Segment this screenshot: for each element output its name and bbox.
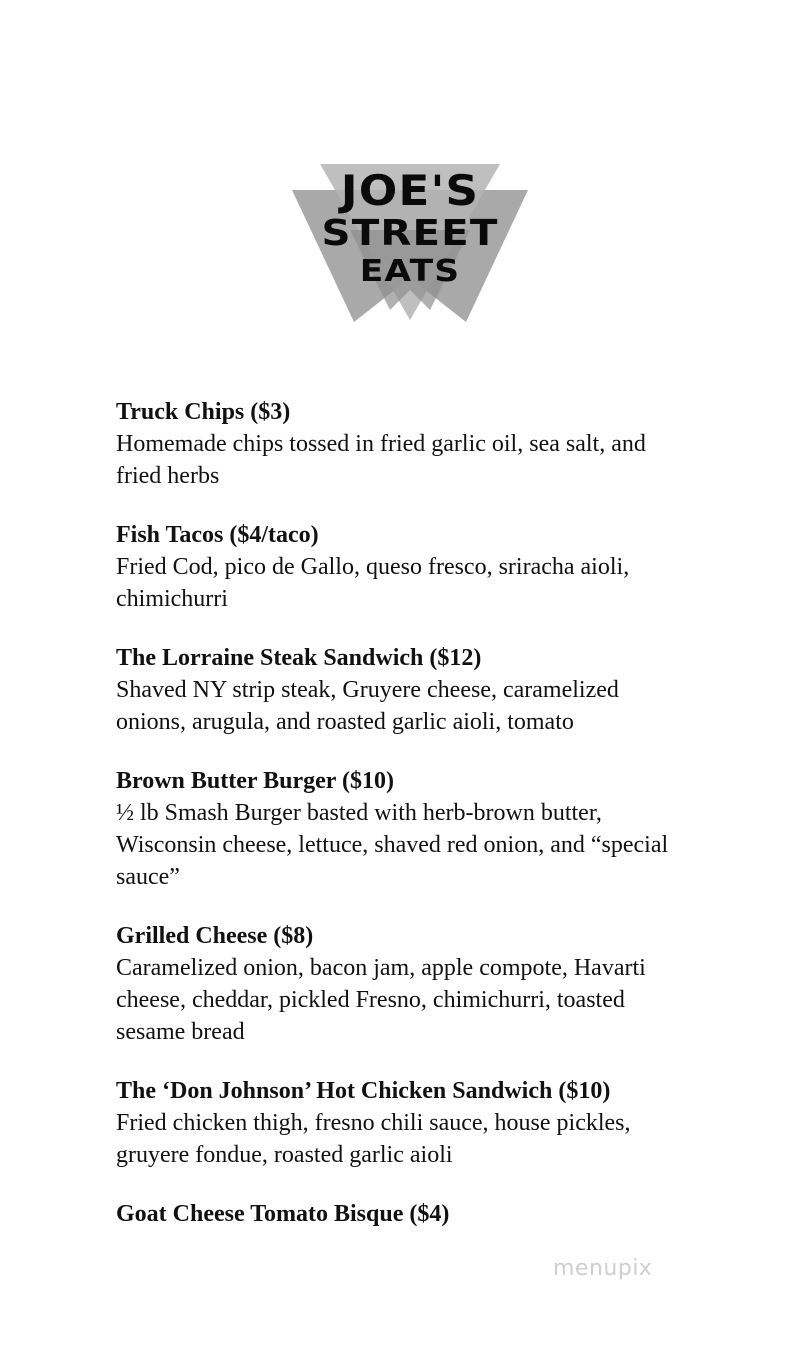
menu-item-description: Shaved NY strip steak, Gruyere cheese, caramelized onions, arugula, and roasted garlic aioli, tomato	[116, 677, 619, 735]
restaurant-logo	[290, 160, 530, 325]
menu-item-description: ½ lb Smash Burger basted with herb-brown butter, Wisconsin cheese, lettuce, shaved red onion, and “special sauce”	[116, 800, 669, 890]
menu-item-title: Goat Cheese Tomato Bisque ($4)	[116, 1201, 450, 1227]
logo-line-3: EATS	[359, 254, 461, 289]
menu-item	[116, 765, 676, 893]
menu-item-description: Fried Cod, pico de Gallo, queso fresco, sriracha aioli, chimichurri	[116, 554, 630, 612]
menu-item-title: The Lorraine Steak Sandwich ($12)	[116, 645, 482, 671]
menu-item-title: Brown Butter Burger ($10)	[116, 768, 394, 794]
menu-item	[116, 920, 676, 1048]
menu-item-title: Truck Chips ($3)	[116, 399, 291, 425]
menu-list	[116, 396, 676, 1257]
menu-item-description: Fried chicken thigh, fresno chili sauce, house pickles, gruyere fondue, roasted garlic aioli	[116, 1110, 631, 1168]
menu-item-title: Grilled Cheese ($8)	[116, 923, 314, 949]
menu-item	[116, 396, 676, 492]
menu-item	[116, 1198, 676, 1230]
logo-line-2: STREET	[321, 213, 499, 254]
menu-item-title: Fish Tacos ($4/taco)	[116, 522, 319, 548]
menu-item	[116, 519, 676, 615]
menu-item	[116, 642, 676, 738]
logo-line-1: JOE'S	[340, 166, 480, 215]
menupix-watermark: menupix	[553, 1256, 653, 1281]
menu-item-description: Caramelized onion, bacon jam, apple compote, Havarti cheese, cheddar, pickled Fresno, chimichurri, toasted sesame bread	[116, 955, 646, 1045]
menu-item	[116, 1075, 676, 1171]
menu-item-title: The ‘Don Johnson’ Hot Chicken Sandwich ($10)	[116, 1078, 611, 1104]
menu-item-description: Homemade chips tossed in fried garlic oil, sea salt, and fried herbs	[116, 431, 646, 489]
